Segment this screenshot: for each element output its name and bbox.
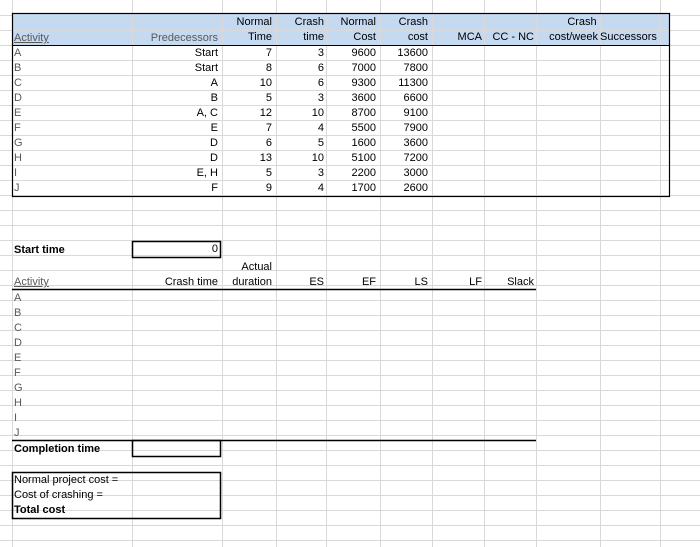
cell-normal-time[interactable]: 13 <box>259 152 272 164</box>
completion-time-box <box>133 441 221 457</box>
schedule-header-crash-time: Crash time <box>164 276 218 288</box>
list-item[interactable]: E <box>14 352 22 364</box>
start-time-value[interactable]: 0 <box>211 243 218 255</box>
cell-crash-time[interactable]: 10 <box>311 152 324 164</box>
cell-normal-time[interactable]: 8 <box>265 62 272 74</box>
cell-activity[interactable]: E <box>14 107 22 119</box>
cell-crash-cost[interactable]: 3600 <box>403 137 428 149</box>
list-item[interactable]: A <box>14 292 22 304</box>
cell-crash-time[interactable]: 5 <box>317 137 324 149</box>
cell-activity[interactable]: A <box>14 47 22 59</box>
header-crash-cost-week-2: cost/week <box>549 31 598 43</box>
cell-normal-time[interactable]: 6 <box>265 137 272 149</box>
schedule-header-actual-duration-2: duration <box>232 276 272 288</box>
cell-predecessors[interactable]: E <box>210 122 218 134</box>
cell-crash-time[interactable]: 3 <box>317 92 324 104</box>
header-activity: Activity <box>14 32 49 44</box>
header-crash-cost-1: Crash <box>398 16 428 28</box>
cell-normal-time[interactable]: 5 <box>265 92 272 104</box>
cell-crash-cost[interactable]: 2600 <box>403 182 428 194</box>
cell-normal-time[interactable]: 12 <box>259 107 272 119</box>
cell-activity[interactable]: I <box>14 167 18 179</box>
cell-normal-time[interactable]: 5 <box>265 167 272 179</box>
cell-crash-cost[interactable]: 7200 <box>403 152 428 164</box>
header-normal-cost-1: Normal <box>340 16 376 28</box>
cell-crash-cost[interactable]: 6600 <box>403 92 428 104</box>
header-normal-time-1: Normal <box>236 16 272 28</box>
cell-activity[interactable]: B <box>14 62 22 74</box>
schedule-header-ef: EF <box>361 276 376 288</box>
cell-predecessors[interactable]: F <box>211 182 218 194</box>
cell-activity[interactable]: C <box>14 77 22 89</box>
list-item[interactable]: H <box>14 397 22 409</box>
start-time-label: Start time <box>14 244 65 256</box>
list-item[interactable]: C <box>14 322 22 334</box>
cell-predecessors[interactable]: A <box>210 77 218 89</box>
cell-predecessors[interactable]: Start <box>194 62 218 74</box>
cell-normal-cost[interactable]: 7000 <box>351 62 376 74</box>
header-normal-cost-2: Cost <box>353 31 376 43</box>
list-item[interactable]: J <box>14 427 20 439</box>
cell-crash-time[interactable]: 6 <box>317 77 324 89</box>
cell-crash-time[interactable]: 10 <box>311 107 324 119</box>
cell-crash-cost[interactable]: 11300 <box>398 77 428 89</box>
completion-time-label: Completion time <box>14 443 101 455</box>
header-cc-nc: CC - NC <box>492 31 534 43</box>
cell-activity[interactable]: F <box>14 122 21 134</box>
cell-crash-time[interactable]: 3 <box>317 47 324 59</box>
cell-activity[interactable]: G <box>14 137 23 149</box>
cell-activity[interactable]: D <box>14 92 22 104</box>
cell-predecessors[interactable]: Start <box>194 47 218 59</box>
cell-crash-cost[interactable]: 3000 <box>403 167 428 179</box>
cell-normal-time[interactable]: 7 <box>265 47 272 59</box>
cell-normal-time[interactable]: 9 <box>265 182 272 194</box>
header-crash-cost-week-1: Crash <box>567 16 597 28</box>
cell-predecessors[interactable]: B <box>210 92 218 104</box>
cell-crash-cost[interactable]: 13600 <box>397 47 428 59</box>
cell-crash-time[interactable]: 4 <box>317 122 324 134</box>
cell-normal-cost[interactable]: 8700 <box>351 107 376 119</box>
cell-normal-cost[interactable]: 1600 <box>351 137 376 149</box>
cell-predecessors[interactable]: A, C <box>196 107 218 119</box>
list-item[interactable]: D <box>14 337 22 349</box>
total-cost-label: Total cost <box>14 504 66 516</box>
header-normal-time-2: Time <box>247 31 272 43</box>
list-item[interactable]: I <box>14 412 18 424</box>
schedule-header-ls: LS <box>414 276 428 288</box>
cell-crash-time[interactable]: 3 <box>317 167 324 179</box>
cell-normal-cost[interactable]: 5100 <box>351 152 376 164</box>
cell-activity[interactable]: J <box>14 182 20 194</box>
cell-crash-time[interactable]: 6 <box>317 62 324 74</box>
schedule-header-es: ES <box>309 276 324 288</box>
cell-normal-cost[interactable]: 2200 <box>351 167 376 179</box>
cost-of-crashing-label: Cost of crashing = <box>14 489 103 501</box>
header-crash-cost-2: cost <box>407 31 428 43</box>
cell-predecessors[interactable]: D <box>210 152 218 164</box>
cell-normal-cost[interactable]: 3600 <box>351 92 376 104</box>
cell-crash-cost[interactable]: 9100 <box>403 107 428 119</box>
header-predecessors: Predecessors <box>150 32 218 44</box>
list-item[interactable]: B <box>14 307 22 319</box>
header-successors: Successors <box>600 31 657 43</box>
schedule-header-slack: Slack <box>507 276 534 288</box>
cell-crash-time[interactable]: 4 <box>317 182 324 194</box>
header-crash-time-2: time <box>303 31 324 43</box>
cell-normal-cost[interactable]: 9300 <box>351 77 376 89</box>
cell-predecessors[interactable]: E, H <box>196 167 218 179</box>
cell-crash-cost[interactable]: 7800 <box>403 62 428 74</box>
schedule-header-actual-duration-1: Actual <box>241 261 272 273</box>
schedule-header-lf: LF <box>469 276 482 288</box>
normal-project-cost-label: Normal project cost = <box>14 474 119 486</box>
cell-predecessors[interactable]: D <box>210 137 218 149</box>
cell-normal-cost[interactable]: 9600 <box>351 47 376 59</box>
header-mca: MCA <box>457 31 482 43</box>
header-crash-time-1: Crash <box>294 16 324 28</box>
schedule-header-activity: Activity <box>14 276 49 288</box>
list-item[interactable]: F <box>14 367 21 379</box>
list-item[interactable]: G <box>14 382 23 394</box>
cell-normal-time[interactable]: 7 <box>265 122 272 134</box>
cell-crash-cost[interactable]: 7900 <box>403 122 428 134</box>
cell-normal-cost[interactable]: 5500 <box>351 122 376 134</box>
cell-activity[interactable]: H <box>14 152 22 164</box>
cell-normal-cost[interactable]: 1700 <box>351 182 376 194</box>
cell-normal-time[interactable]: 10 <box>259 77 272 89</box>
